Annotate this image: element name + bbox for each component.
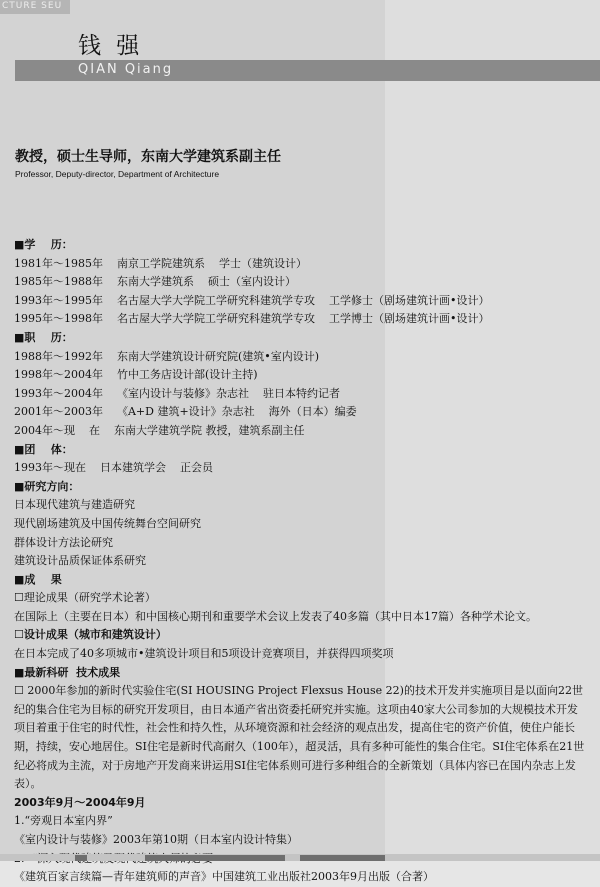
publication-item: 《建筑百家言续篇—青年建筑师的声音》中国建筑工业出版社2003年9月出版（合著） bbox=[14, 870, 434, 884]
publication-item: 1.“旁观日本室内界” bbox=[14, 814, 113, 828]
position-item: 1988年～1992年 东南大学建筑设计研究院(建筑•室内设计) bbox=[14, 349, 320, 363]
name-english: QIAN Qiang bbox=[78, 62, 174, 77]
design-results-text: 在日本完成了40多项城市•建筑设计项目和5项设计竞赛项目，并获得四项奖项 bbox=[14, 647, 394, 661]
footer-mark bbox=[145, 855, 285, 861]
education-heading: ■ 学 历： bbox=[14, 236, 586, 255]
design-results-title: ☐ 设计成果（城市和建筑设计） bbox=[14, 626, 586, 645]
title-english: Professor, Deputy-director, Department of Architecture bbox=[15, 169, 220, 179]
achievements-heading: ■ 成 果 bbox=[14, 571, 586, 590]
education-item: 1993年～1995年 名古屋大学大学院工学研究科建筑学专攻 工学修士（剧场建筑计画•设计） bbox=[14, 293, 490, 307]
latest-research-text: ☐ 2000年参加的新时代实验住宅(SI HOUSING Project Flexsus House 22)的技术开发并实施项目是以面向22世纪的集合住宅为目标的研究开发项目，由日本通产省出资委托研究并实施。这项由40家大公司参加的大规模技术开发项目着重于住宅的时代性，社会性和持久性，从环境资源和社会经济的观点出发，提高住宅的资产价值，使住户能长期，持续，安心地居住。SI住宅是新时代高耐久（100年），超灵活，具有多种可能性的集合住宅。SI住宅体系在21世纪必将成为主流，对于房地产开发商来讲运用SI住宅体系则可进行多种组合的全新策划（具体内容已在国内杂志上发表）。 bbox=[14, 684, 585, 791]
research-item: 日本现代建筑与建造研究 bbox=[14, 498, 135, 512]
latest-research-heading: ■ 最新科研 技术成果 bbox=[14, 664, 586, 683]
theory-results-text: 在国际上（主要在日本）和中国核心期刊和重要学术会议上发表了40多篇（其中日本17篇）各种学术论文。 bbox=[14, 609, 537, 623]
period-heading: 2003年9月～2004年9月 bbox=[14, 795, 146, 809]
research-item: 现代剧场建筑及中国传统舞台空间研究 bbox=[14, 516, 201, 530]
position-item: 2004年～现 在 东南大学建筑学院 教授，建筑系副主任 bbox=[14, 423, 305, 437]
research-item: 建筑设计品质保证体系研究 bbox=[14, 554, 146, 568]
publication-item: 《室内设计与装修》2003年第10期（日本室内设计特集） bbox=[14, 833, 298, 846]
research-item: 群体设计方法论研究 bbox=[14, 535, 113, 549]
positions-heading: ■ 职 历： bbox=[14, 329, 586, 348]
theory-results-title: ☐ 理论成果（研究学术论著） bbox=[14, 589, 586, 608]
position-item: 1998年～2004年 竹中工务店设计部(设计主持) bbox=[14, 368, 258, 382]
education-item: 1995年～1998年 名古屋大学大学院工学研究科建筑学专攻 工学博士（剧场建筑计画•设计） bbox=[14, 312, 490, 326]
name-chinese: 钱 强 bbox=[78, 33, 144, 59]
education-item: 1985年～1988年 东南大学建筑系 硕士（室内设计） bbox=[14, 275, 296, 289]
header-tag: CTURE SEU bbox=[2, 1, 63, 11]
organization-item: 1993年～现在 日本建筑学会 正会员 bbox=[14, 461, 213, 475]
research-heading: ■ 研究方向： bbox=[14, 478, 586, 497]
position-item: 2001年～2003年 《A+D 建筑+设计》杂志社 海外（日本）编委 bbox=[14, 405, 357, 419]
education-item: 1981年～1985年 南京工学院建筑系 学士（建筑设计） bbox=[14, 256, 307, 270]
cv-content bbox=[14, 236, 586, 887]
title-chinese: 教授，硕士生导师，东南大学建筑系副主任 bbox=[15, 149, 281, 165]
position-item: 1993年～2004年 《室内设计与装修》杂志社 驻日本特约记者 bbox=[14, 386, 340, 400]
organizations-heading: ■ 团 体： bbox=[14, 441, 586, 460]
footer-mark bbox=[75, 855, 87, 861]
footer-mark bbox=[300, 855, 385, 861]
